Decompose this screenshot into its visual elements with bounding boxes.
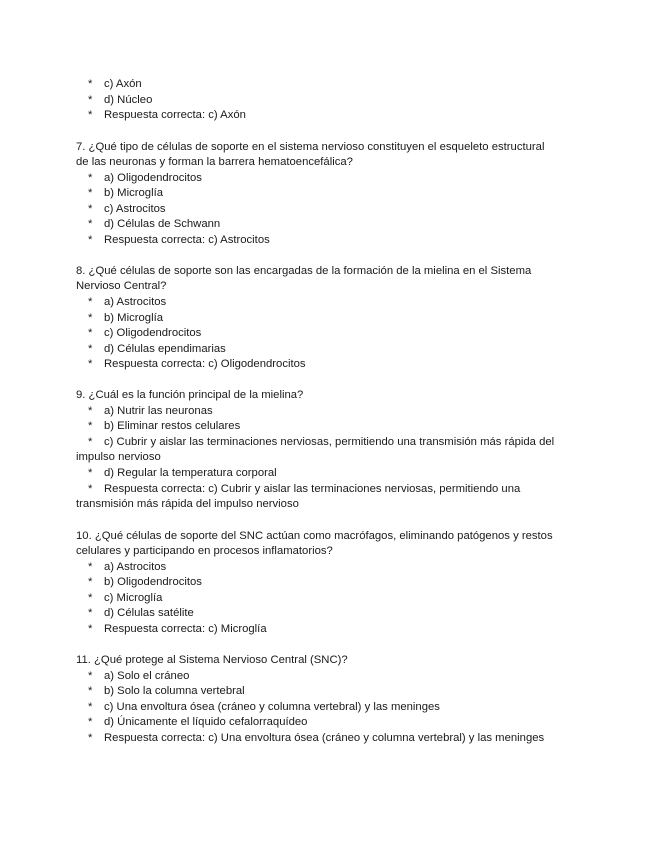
bullet: * [88, 685, 93, 697]
option-b: b) Microglía [104, 312, 164, 324]
question-title-continued: Nervioso Central? [76, 280, 167, 292]
bullet: * [88, 234, 93, 246]
bullet: * [88, 312, 93, 324]
option-d: d) Células ependimarias [104, 343, 226, 355]
correct-answer: Respuesta correcta: c) Cubrir y aislar las terminaciones nerviosas, permitiendo una [104, 483, 521, 495]
correct-answer-continued: transmisión más rápida del impulso nervioso [76, 498, 299, 510]
bullet: * [88, 467, 93, 479]
bullet: * [88, 436, 93, 448]
bullet: * [88, 592, 93, 604]
option-c-continued: impulso nervioso [76, 451, 161, 463]
bullet: * [88, 218, 93, 230]
bullet: * [88, 561, 93, 573]
option-c: c) Astrocitos [104, 203, 166, 215]
bullet: * [88, 109, 93, 121]
bullet: * [88, 732, 93, 744]
option-c: c) Axón [104, 78, 142, 90]
bullet: * [88, 78, 93, 90]
bullet: * [88, 576, 93, 588]
option-d: d) Células de Schwann [104, 218, 221, 230]
option-a: a) Astrocitos [104, 296, 167, 308]
bullet: * [88, 327, 93, 339]
option-b: b) Solo la columna vertebral [104, 685, 245, 697]
option-a: a) Astrocitos [104, 561, 167, 573]
option-d: d) Únicamente el líquido cefalorraquídeo [104, 716, 308, 728]
option-a: a) Nutrir las neuronas [104, 405, 213, 417]
bullet: * [88, 716, 93, 728]
correct-answer: Respuesta correcta: c) Una envoltura ósea (cráneo y columna vertebral) y las meninges [104, 732, 545, 744]
question-title: 9. ¿Cuál es la función principal de la mielina? [76, 389, 304, 401]
bullet: * [88, 203, 93, 215]
option-a: a) Oligodendrocitos [104, 172, 202, 184]
option-d: d) Células satélite [104, 607, 194, 619]
bullet: * [88, 94, 93, 106]
bullet: * [88, 420, 93, 432]
bullet: * [88, 607, 93, 619]
option-b: b) Oligodendrocitos [104, 576, 202, 588]
bullet: * [88, 405, 93, 417]
bullet: * [88, 623, 93, 635]
bullet: * [88, 670, 93, 682]
option-a: a) Solo el cráneo [104, 670, 190, 682]
option-d: d) Núcleo [104, 94, 153, 106]
option-c: c) Una envoltura ósea (cráneo y columna vertebral) y las meninges [104, 701, 440, 713]
bullet: * [88, 296, 93, 308]
question-title-continued: celulares y participando en procesos inflamatorios? [76, 545, 333, 557]
option-c: c) Cubrir y aislar las terminaciones nerviosas, permitiendo una transmisión más rápida del [104, 436, 555, 448]
question-title: 7. ¿Qué tipo de células de soporte en el sistema nervioso constituyen el esqueleto estructural [76, 141, 545, 153]
bullet: * [88, 187, 93, 199]
question-title: 10. ¿Qué células de soporte del SNC actúan como macrófagos, eliminando patógenos y restos [76, 530, 553, 542]
option-d: d) Regular la temperatura corporal [104, 467, 277, 479]
question-title-continued: de las neuronas y forman la barrera hematoencefálica? [76, 156, 353, 168]
bullet: * [88, 172, 93, 184]
correct-answer: Respuesta correcta: c) Microglía [104, 623, 267, 635]
bullet: * [88, 701, 93, 713]
bullet: * [88, 483, 93, 495]
bullet: * [88, 358, 93, 370]
correct-answer: Respuesta correcta: c) Oligodendrocitos [104, 358, 306, 370]
option-b: b) Eliminar restos celulares [104, 420, 241, 432]
correct-answer: Respuesta correcta: c) Astrocitos [104, 234, 270, 246]
option-c: c) Oligodendrocitos [104, 327, 202, 339]
bullet: * [88, 343, 93, 355]
option-b: b) Microglía [104, 187, 164, 199]
question-title: 11. ¿Qué protege al Sistema Nervioso Central (SNC)? [76, 654, 348, 666]
option-c: c) Microglía [104, 592, 163, 604]
question-title: 8. ¿Qué células de soporte son las encargadas de la formación de la mielina en el Sistema [76, 265, 532, 277]
correct-answer: Respuesta correcta: c) Axón [104, 109, 246, 121]
